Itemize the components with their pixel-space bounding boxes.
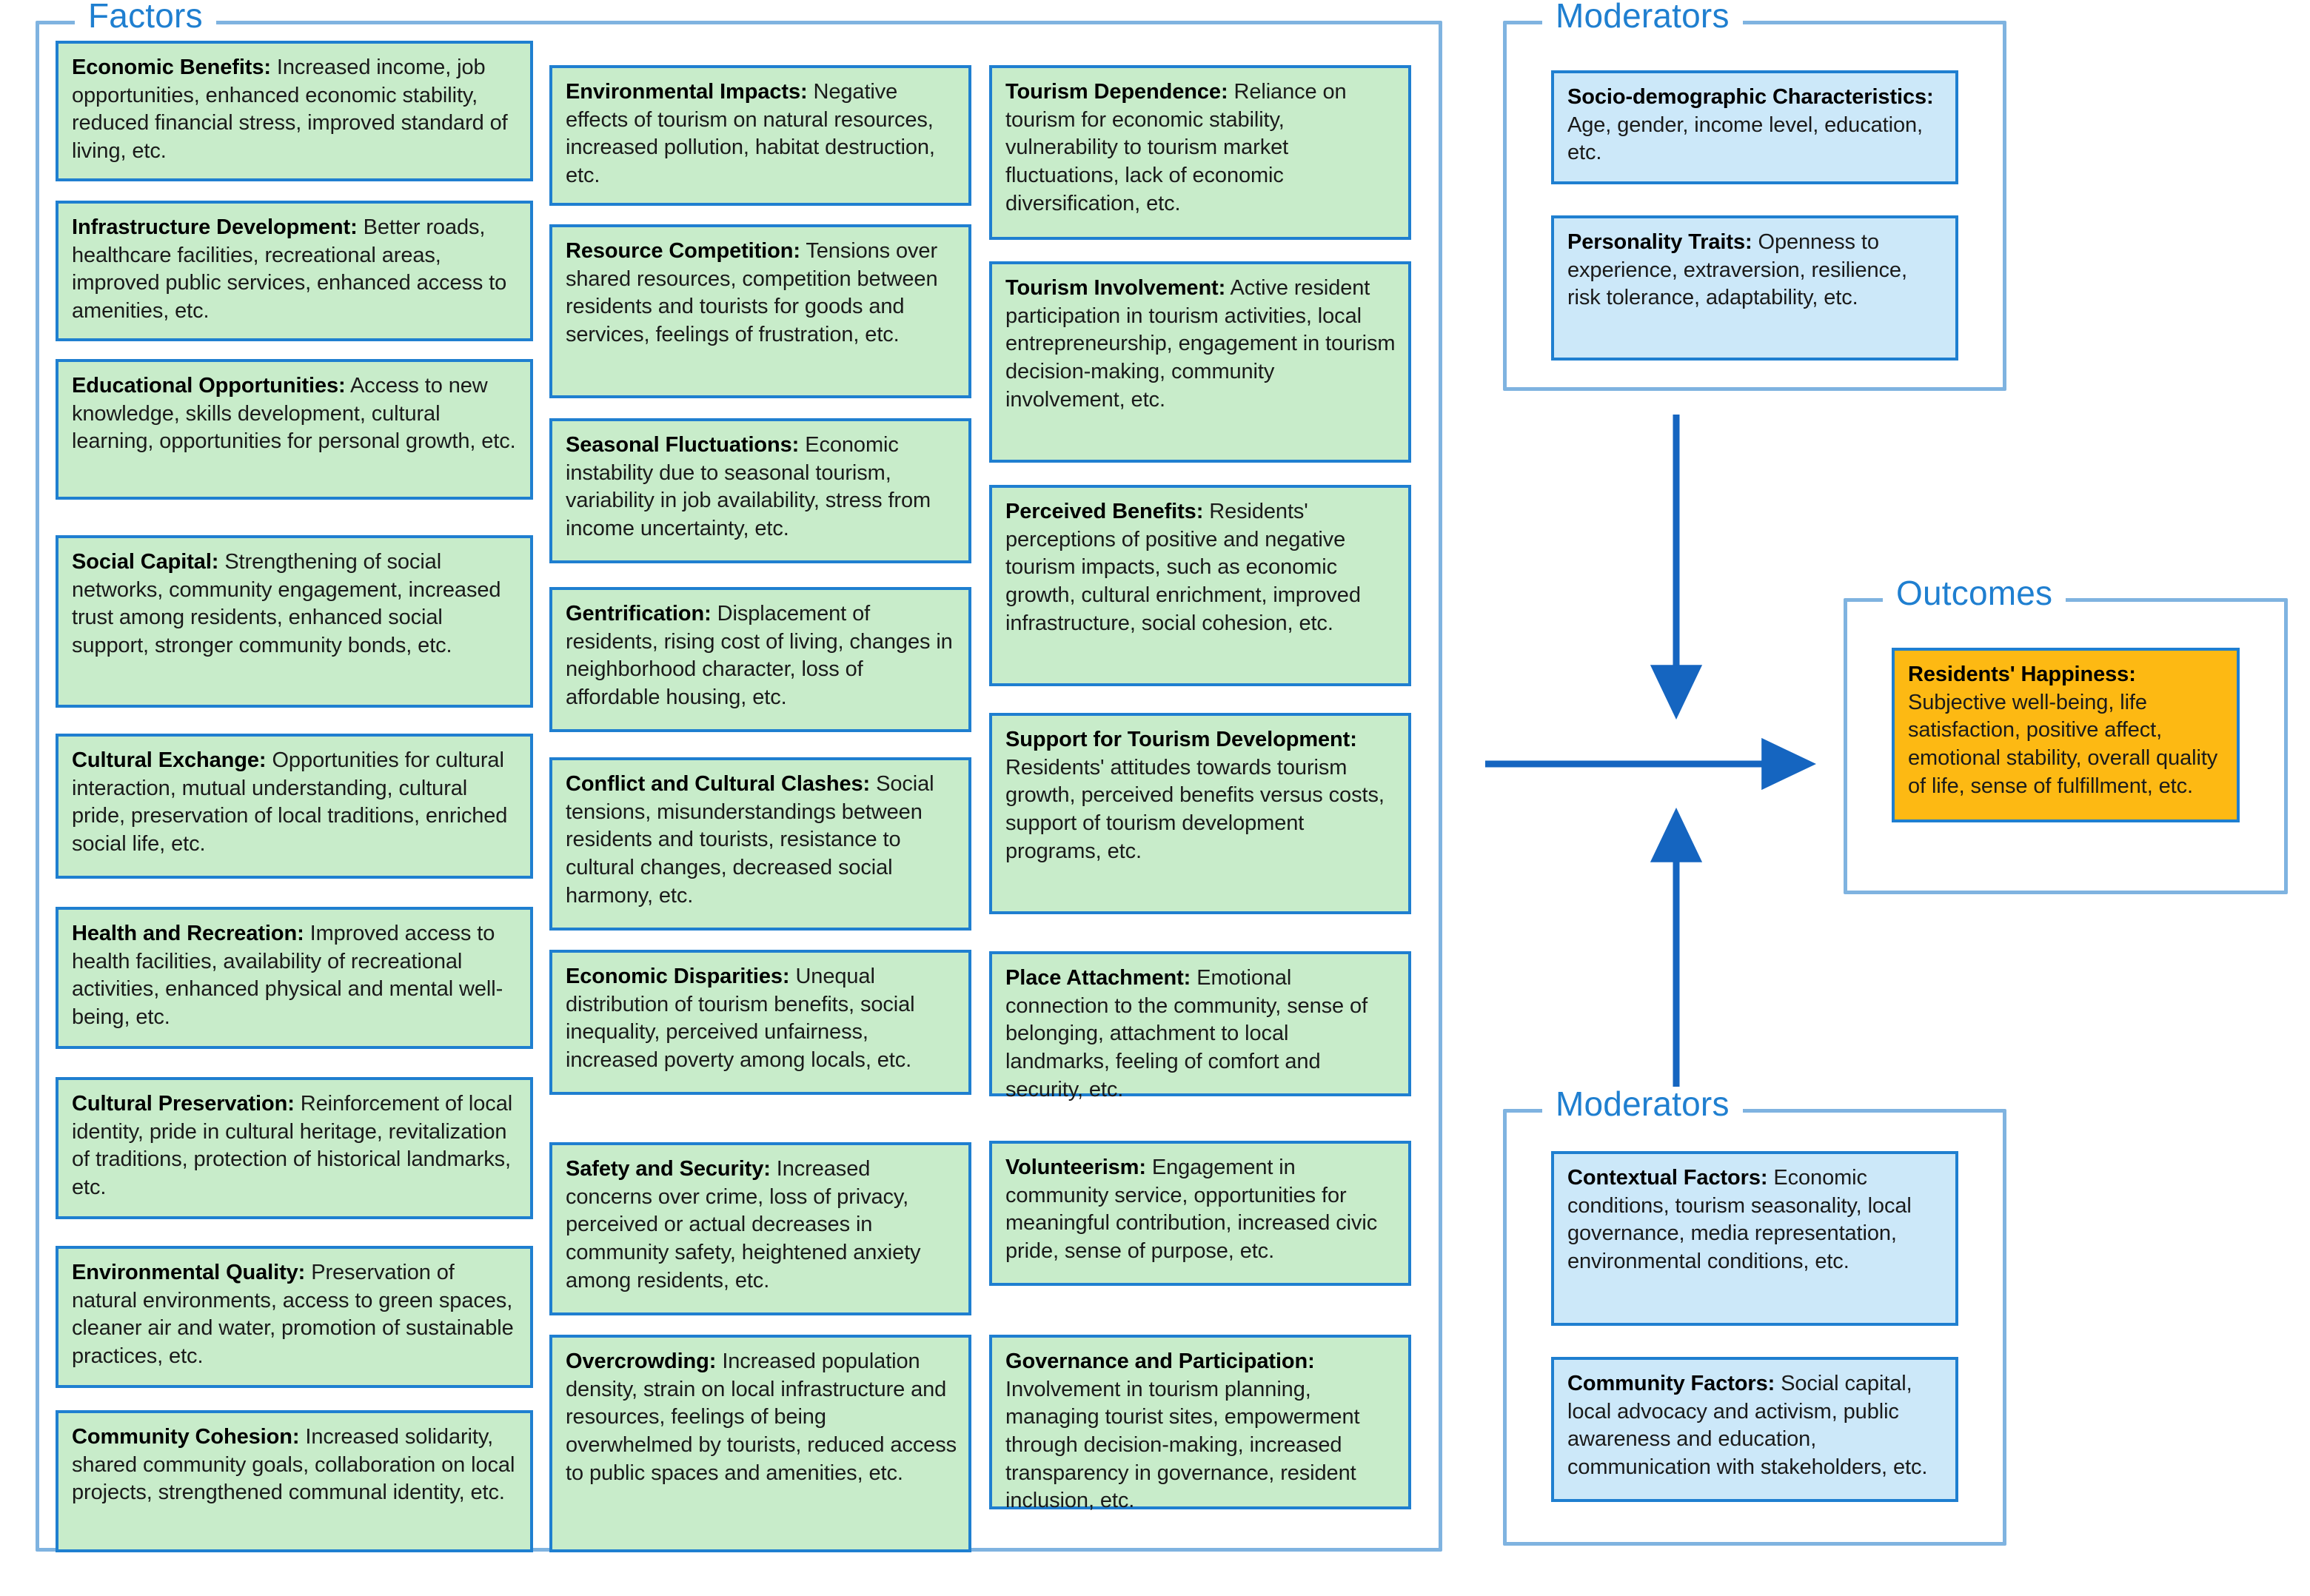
factor-node-community-cohesion [56,1410,533,1552]
node-desc: Age, gender, income level, education, etc. [1567,113,1923,165]
factor-node-perceived-benefits [989,485,1411,686]
node-desc: Emotional connection to the community, sense of belonging, attachment to local landmarks, feeling of comfort and security, etc. [1005,966,1368,1102]
node-term: Economic Benefits: [72,56,271,79]
factors-panel [36,0,1442,1552]
moderators-bottom-panel [1503,1084,2006,1546]
factor-node-cultural-preservation [56,1077,533,1219]
factor-node-educational-opportunities [56,359,533,500]
factor-node-environmental-impacts [549,65,971,206]
node-desc: Economic conditions, tourism seasonality, local governance, media representation, environmental conditions, etc. [1567,1166,1912,1274]
node-desc: Opportunities for cultural interaction, mutual understanding, cultural pride, preservation of local traditions, enriched social life, etc. [72,748,508,856]
factor-node-safety-and-security [549,1142,971,1315]
factor-node-resource-competition [549,224,971,398]
factor-node-seasonal-fluctuations [549,418,971,563]
factor-node-overcrowding [549,1335,971,1552]
node-term: Infrastructure Development: [72,215,358,239]
node-term: Environmental Quality: [72,1261,306,1284]
node-desc: Increased population density, strain on local infrastructure and resources, feelings of being overwhelmed by tourists, reduced access to public spaces and amenities, etc. [566,1349,957,1485]
node-desc: Increased solidarity, shared community goals, collaboration on local projects, strengthened communal identity, etc. [72,1425,515,1505]
moderator-node-community-factors [1551,1357,1958,1502]
node-term: Socio-demographic Characteristics: [1567,85,1934,109]
node-desc: Negative effects of tourism on natural resources, increased pollution, habitat destruction, etc. [566,80,935,188]
moderators-top-legend: Moderators [1542,0,1743,38]
node-term: Tourism Involvement: [1005,276,1226,300]
factors-panel-legend: Factors [75,0,216,38]
factor-node-conflict-and-cultural-clashes [549,757,971,931]
moderator-node-socio-demographic-characteristics [1551,70,1958,184]
node-term: Residents' Happiness: [1908,663,2136,686]
node-desc: Residents' attitudes towards tourism growth, perceived benefits versus costs, support of tourism development programs, etc. [1005,755,1385,863]
node-desc: Openness to experience, extraversion, resilience, risk tolerance, adaptability, etc. [1567,230,1907,310]
node-term: Personality Traits: [1567,230,1752,254]
node-term: Health and Recreation: [72,922,304,945]
node-term: Place Attachment: [1005,966,1191,990]
node-desc: Residents' perceptions of positive and negative tourism impacts, such as economic growth, cultural enrichment, improved infrastructure, social cohesion, etc. [1005,500,1361,635]
factor-node-tourism-dependence [989,65,1411,240]
node-desc: Access to new knowledge, skills development, cultural learning, opportunities for personal growth, etc. [72,374,516,454]
node-term: Resource Competition: [566,239,800,263]
factor-node-governance-and-participation [989,1335,1411,1513]
outcomes-legend: Outcomes [1883,571,2066,615]
node-term: Economic Disparities: [566,965,790,988]
node-desc: Engagement in community service, opportunities for meaningful contribution, increased civic pride, sense of purpose, etc. [1005,1156,1378,1264]
outcome-node-residents-happiness [1892,648,2240,822]
factor-node-economic-disparities [549,950,971,1095]
node-desc: Active resident participation in tourism activities, local entrepreneurship, engagement in tourism decision-making, community involvement, etc. [1005,276,1396,412]
factor-node-place-attachment [989,951,1411,1102]
node-term: Support for Tourism Development: [1005,728,1357,751]
factor-node-cultural-exchange [56,734,533,879]
node-term: Safety and Security: [566,1157,771,1181]
outcomes-panel [1844,574,2288,894]
factor-node-volunteerism [989,1141,1411,1286]
node-term: Contextual Factors: [1567,1166,1768,1190]
moderators-top-panel [1503,0,2006,391]
factor-node-gentrification [549,587,971,732]
node-term: Environmental Impacts: [566,80,808,104]
factor-node-economic-benefits [56,41,533,181]
factor-node-support-for-tourism-development [989,713,1411,914]
moderators-bottom-legend: Moderators [1542,1082,1743,1126]
node-desc: Preservation of natural environments, access to green spaces, cleaner air and water, promotion of sustainable practices, etc. [72,1261,514,1369]
node-desc: Involvement in tourism planning, managing tourist sites, empowerment through decision-making, increased transparency in governance, resident inclusion, etc. [1005,1377,1360,1513]
node-term: Cultural Preservation: [72,1092,295,1116]
node-desc: Economic instability due to seasonal tourism, variability in job availability, stress from income uncertainty, etc. [566,433,931,541]
node-term: Tourism Dependence: [1005,80,1228,104]
node-term: Perceived Benefits: [1005,500,1204,523]
factor-node-infrastructure-development [56,201,533,341]
node-desc: Reinforcement of local identity, pride in cultural heritage, revitalization of traditions, protection of historical landmarks, etc. [72,1092,513,1200]
node-desc: Increased concerns over crime, loss of privacy, perceived or actual decreases in community safety, heightened anxiety among residents, etc. [566,1157,921,1292]
node-term: Seasonal Fluctuations: [566,433,800,457]
node-term: Conflict and Cultural Clashes: [566,772,871,796]
factor-node-tourism-involvement [989,261,1411,463]
factor-node-social-capital [56,535,533,708]
moderator-node-personality-traits [1551,215,1958,361]
node-desc: Better roads, healthcare facilities, recreational areas, improved public services, enhanced access to amenities, etc. [72,215,507,323]
node-term: Overcrowding: [566,1349,717,1373]
node-term: Governance and Participation: [1005,1349,1315,1373]
node-desc: Tensions over shared resources, competition between residents and tourists for goods and services, feelings of frustration, etc. [566,239,938,347]
node-desc: Social tensions, misunderstandings between residents and tourists, resistance to cultural changes, decreased social harmony, etc. [566,772,934,908]
factor-node-health-and-recreation [56,907,533,1049]
node-desc: Improved access to health facilities, availability of recreational activities, enhanced physical and mental well-being, etc. [72,922,503,1030]
node-term: Community Cohesion: [72,1425,300,1449]
node-term: Community Factors: [1567,1372,1775,1395]
moderator-node-contextual-factors [1551,1151,1958,1326]
factor-node-environmental-quality [56,1246,533,1388]
node-term: Social Capital: [72,550,219,574]
node-desc: Subjective well-being, life satisfaction, positive affect, emotional stability, overall quality of life, sense of fulfillment, etc. [1908,690,2218,798]
node-desc: Unequal distribution of tourism benefits, social inequality, perceived unfairness, increased poverty among locals, etc. [566,965,915,1073]
node-desc: Increased income, job opportunities, enhanced economic stability, reduced financial stress, improved standard of living, etc. [72,56,508,164]
node-desc: Social capital, local advocacy and activism, public awareness and education, communication with stakeholders, etc. [1567,1372,1928,1480]
node-desc: Strengthening of social networks, community engagement, increased trust among residents, enhanced social support, stronger community bonds, etc. [72,550,501,658]
node-desc: Displacement of residents, rising cost of living, changes in neighborhood character, loss of affordable housing, etc. [566,602,953,710]
node-term: Cultural Exchange: [72,748,267,772]
node-term: Volunteerism: [1005,1156,1146,1179]
node-term: Educational Opportunities: [72,374,346,398]
node-desc: Reliance on tourism for economic stability, vulnerability to tourism market fluctuations, lack of economic diversification, etc. [1005,80,1347,215]
node-term: Gentrification: [566,602,712,626]
